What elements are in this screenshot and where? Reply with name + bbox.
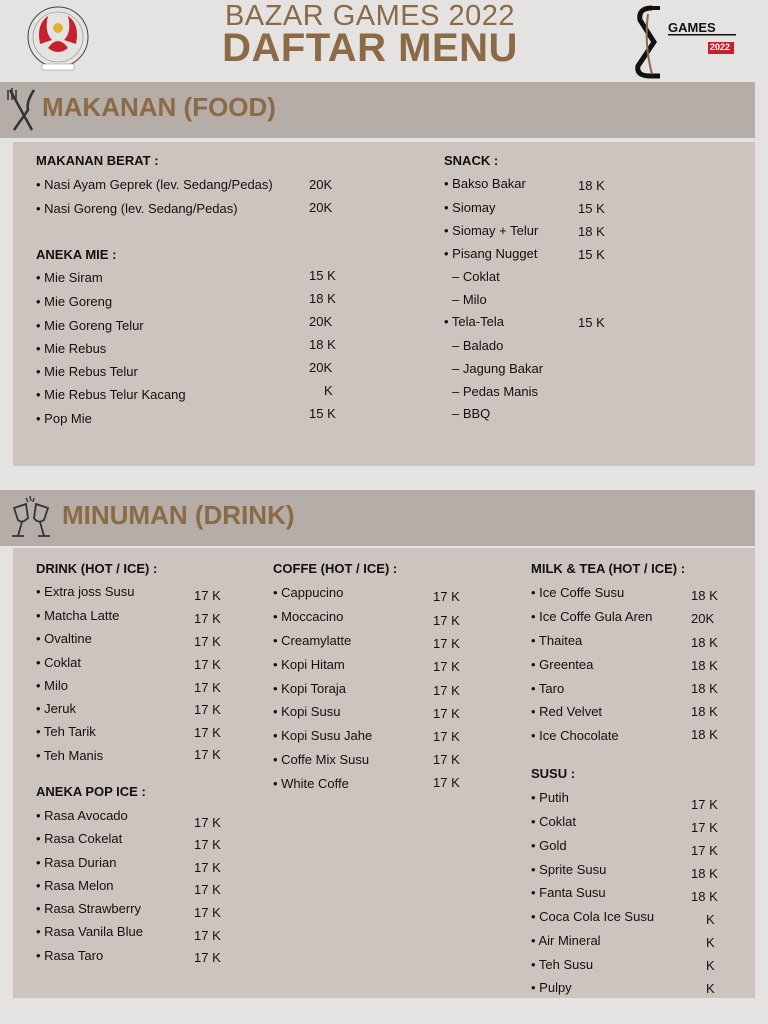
list-item: • Pisang Nugget — [444, 246, 538, 261]
list-item: • Coklat — [531, 814, 577, 829]
item-price: 17 K — [691, 843, 718, 858]
list-item: • Air Mineral — [531, 933, 601, 948]
list-subitem: – Pedas Manis — [452, 384, 538, 399]
item-price: K — [706, 935, 715, 950]
item-price: 17 K — [194, 747, 221, 762]
item-price: 17 K — [194, 725, 221, 740]
list-item: • Ice Coffe Gula Aren — [531, 609, 653, 624]
item-price: 18 K — [691, 866, 718, 881]
list-item: • Bakso Bakar — [444, 176, 526, 191]
wine-glasses-icon — [6, 494, 58, 540]
list-item: • Rasa Avocado — [36, 808, 128, 823]
list-item: • Mie Goreng — [36, 294, 113, 309]
list-item: • Moccacino — [273, 609, 344, 624]
item-price: 20K — [309, 360, 333, 375]
item-price: 18 K — [309, 337, 336, 352]
item-price: 20K — [309, 314, 333, 329]
item-price: 17 K — [194, 928, 221, 943]
list-item: • Teh Tarik — [36, 724, 96, 739]
list-item: • Kopi Susu — [273, 704, 341, 719]
item-price: 17 K — [194, 860, 221, 875]
list-item: • Mie Rebus Telur — [36, 364, 138, 379]
list-item: • Thaitea — [531, 633, 583, 648]
list-item: • Rasa Strawberry — [36, 901, 141, 916]
list-item: • Siomay — [444, 200, 496, 215]
list-item: • Kopi Susu Jahe — [273, 728, 373, 743]
list-item: • Rasa Durian — [36, 855, 117, 870]
item-price: 18 K — [691, 704, 718, 719]
list-item: • White Coffe — [273, 776, 349, 791]
item-price: 20K — [309, 200, 333, 215]
list-item: • Teh Susu — [531, 957, 594, 972]
list-subitem: – Balado — [452, 338, 504, 353]
list-item: • Nasi Ayam Geprek (lev. Sedang/Pedas) — [36, 177, 273, 192]
list-subitem: – Milo — [452, 292, 487, 307]
item-price: 15 K — [309, 268, 336, 283]
list-item: • Cappucino — [273, 585, 344, 600]
games-logo — [630, 4, 740, 80]
item-price: 17 K — [194, 611, 221, 626]
item-price: K — [706, 981, 715, 996]
item-price: 17 K — [194, 882, 221, 897]
item-price: 17 K — [194, 815, 221, 830]
list-item: • Ovaltine — [36, 631, 92, 646]
list-item: • Jeruk — [36, 701, 76, 716]
list-item: • Teh Manis — [36, 748, 104, 763]
milk-tea-heading: MILK & TEA (HOT / ICE) : — [531, 561, 686, 576]
list-item: • Kopi Toraja — [273, 681, 346, 696]
list-item: • Mie Rebus Telur Kacang — [36, 387, 186, 402]
list-item: • Coklat — [36, 655, 82, 670]
games-logo-year: 2022 — [710, 42, 731, 52]
item-price: 17 K — [433, 752, 460, 767]
list-item: • Rasa Melon — [36, 878, 114, 893]
list-item: • Ice Chocolate — [531, 728, 619, 743]
item-price: 20K — [691, 611, 715, 626]
list-item: • Siomay + Telur — [444, 223, 539, 238]
item-price: 18 K — [691, 681, 718, 696]
item-price: 18 K — [578, 178, 605, 193]
item-price: 17 K — [433, 589, 460, 604]
list-item: • Creamylatte — [273, 633, 352, 648]
list-item: • Nasi Goreng (lev. Sedang/Pedas) — [36, 201, 238, 216]
item-price: 17 K — [433, 775, 460, 790]
item-price: 17 K — [194, 950, 221, 965]
item-price: 17 K — [433, 729, 460, 744]
list-item: • Gold — [531, 838, 567, 853]
drink-heading: DRINK (HOT / ICE) : — [36, 561, 158, 576]
list-item: • Mie Siram — [36, 270, 103, 285]
list-item: • Greentea — [531, 657, 594, 672]
list-item: • Sprite Susu — [531, 862, 607, 877]
item-price: 18 K — [578, 224, 605, 239]
item-price: K — [706, 912, 715, 927]
item-price: 17 K — [433, 636, 460, 651]
list-item: • Mie Rebus — [36, 341, 107, 356]
item-price: 17 K — [194, 657, 221, 672]
list-item: • Kopi Hitam — [273, 657, 345, 672]
list-item: • Pop Mie — [36, 411, 92, 426]
list-item: • Red Velvet — [531, 704, 603, 719]
list-item: • Coca Cola Ice Susu — [531, 909, 655, 924]
games-logo-text: GAMES — [668, 20, 716, 35]
list-item: • Putih — [531, 790, 569, 805]
list-item: • Matcha Latte — [36, 608, 120, 623]
list-subitem: – Jagung Bakar — [452, 361, 544, 376]
snack-heading: SNACK : — [444, 153, 499, 168]
susu-heading: SUSU : — [531, 766, 576, 781]
item-price: 15 K — [309, 406, 336, 421]
item-price: 17 K — [194, 588, 221, 603]
list-item: • Taro — [531, 681, 565, 696]
list-item: • Rasa Taro — [36, 948, 104, 963]
item-price: 17 K — [194, 680, 221, 695]
food-section-title: MAKANAN (FOOD) — [42, 92, 276, 122]
item-price: K — [706, 958, 715, 973]
item-price: 20K — [309, 177, 333, 192]
list-item: • Rasa Vanila Blue — [36, 924, 143, 939]
pop-ice-heading: ANEKA POP ICE : — [36, 784, 146, 799]
item-price: 17 K — [433, 659, 460, 674]
item-price: 15 K — [578, 315, 605, 330]
item-price: K — [324, 383, 333, 398]
item-price: 18 K — [691, 727, 718, 742]
item-price: 17 K — [691, 820, 718, 835]
list-item: • Mie Goreng Telur — [36, 318, 144, 333]
item-price: 17 K — [691, 797, 718, 812]
item-price: 15 K — [578, 247, 605, 262]
page-title: DAFTAR MENU — [222, 26, 518, 70]
item-price: 17 K — [194, 634, 221, 649]
list-item: • Milo — [36, 678, 68, 693]
list-item: • Coffe Mix Susu — [273, 752, 370, 767]
list-subitem: – Coklat — [452, 269, 500, 284]
event-title: BAZAR GAMES 2022 — [224, 0, 516, 32]
list-item: • Ice Coffe Susu — [531, 585, 625, 600]
item-price: 18 K — [691, 588, 718, 603]
list-subitem: – BBQ — [452, 406, 491, 421]
coffe-heading: COFFE (HOT / ICE) : — [273, 561, 398, 576]
fork-knife-icon — [6, 86, 40, 134]
item-price: 17 K — [433, 613, 460, 628]
item-price: 18 K — [691, 658, 718, 673]
item-price: 17 K — [194, 702, 221, 717]
list-item: • Tela-Tela — [444, 314, 504, 329]
item-price: 17 K — [194, 837, 221, 852]
drink-section-title: MINUMAN (DRINK) — [62, 500, 295, 530]
item-price: 18 K — [691, 889, 718, 904]
item-price: 18 K — [691, 635, 718, 650]
list-item: • Pulpy — [531, 980, 572, 995]
item-price: 17 K — [433, 683, 460, 698]
aneka-mie-heading: ANEKA MIE : — [36, 247, 117, 262]
item-price: 17 K — [194, 905, 221, 920]
list-item: • Rasa Cokelat — [36, 831, 123, 846]
item-price: 17 K — [433, 706, 460, 721]
list-item: • Extra joss Susu — [36, 584, 135, 599]
list-item: • Fanta Susu — [531, 885, 606, 900]
makanan-berat-heading: MAKANAN BERAT : — [36, 153, 159, 168]
item-price: 15 K — [578, 201, 605, 216]
item-price: 18 K — [309, 291, 336, 306]
